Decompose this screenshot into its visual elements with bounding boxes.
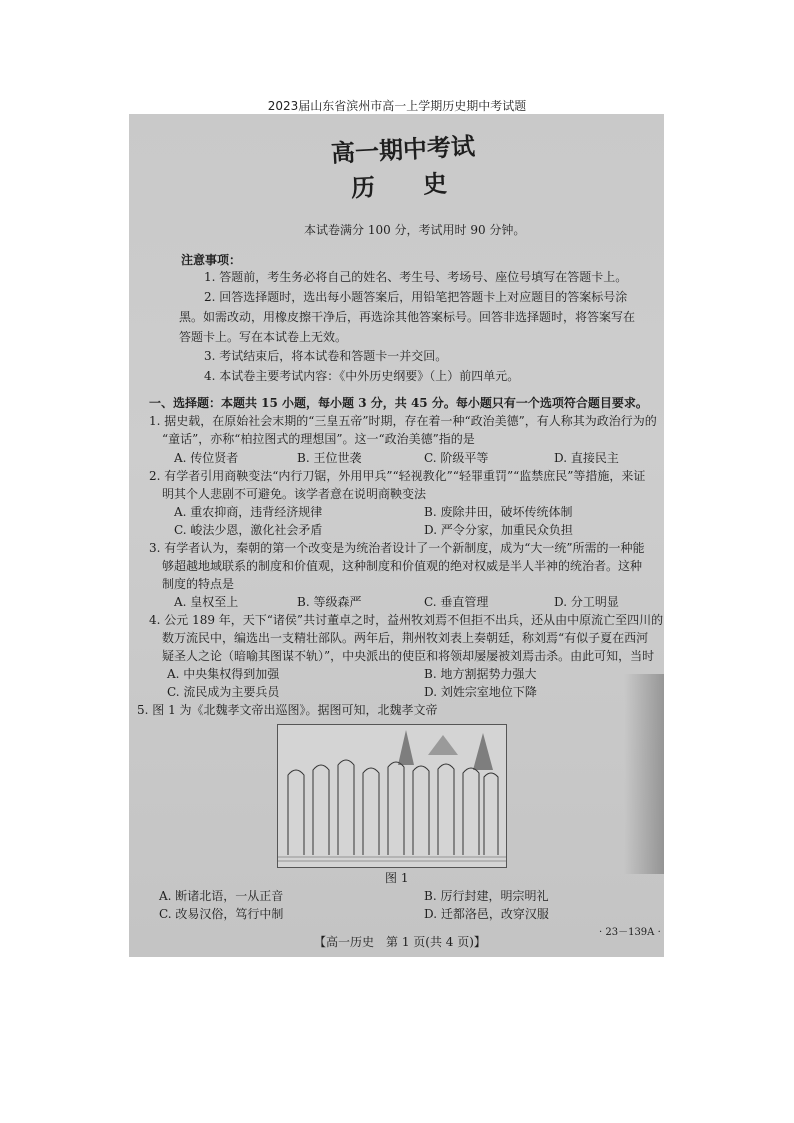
q4-option-d: D. 刘姓宗室地位下降 [424, 685, 537, 699]
q2-option-d: D. 严令分家，加重民众负担 [424, 523, 573, 537]
q4-line-1: 4. 公元 189 年，天下“诸侯”共讨董卓之时，益州牧刘焉不但拒不出兵，还从由中原流亡至四川的 [149, 613, 664, 627]
exam-photo [129, 114, 664, 957]
q3-line-2: 够超越地域联系的制度和价值观，这种制度和价值观的绝对权威是半人半神的统治者。这种 [162, 559, 643, 573]
document-title: 2023届山东省滨州市高一上学期历史期中考试题 [267, 99, 527, 113]
q3-option-a: A. 皇权至上 [174, 595, 239, 609]
q3-line-3: 制度的特点是 [162, 577, 235, 591]
notice-heading: 注意事项： [181, 253, 242, 267]
notice-line-2c: 答题卡上。写在本试卷上无效。 [179, 330, 348, 344]
paper-code: · 23－139A · [599, 927, 661, 938]
q3-option-b: B. 等级森严 [297, 595, 362, 609]
q2-line-1: 2. 有学者引用商鞅变法“内行刀锯，外用甲兵”“轻视教化”“轻罪重罚”“监禁庶民”等措施，来证 [149, 469, 646, 483]
q4-option-a: A. 中央集权得到加强 [167, 667, 280, 681]
q2-option-c: C. 峻法少恩，激化社会矛盾 [174, 523, 323, 537]
q4-line-3: 疑圣人之论（暗喻其图谋不轨）”，中央派出的使臣和将领却屡屡被刘焉击杀。由此可知，当时 [162, 649, 655, 663]
q5-option-d: D. 迁都洛邑，改穿汉服 [424, 907, 549, 921]
procession-illustration [277, 724, 507, 868]
q2-option-b: B. 废除井田，破坏传统体制 [424, 505, 573, 519]
q3-option-d: D. 分工明显 [554, 595, 619, 609]
q5-option-a: A. 断诸北语，一从正音 [159, 889, 284, 903]
q5-option-b: B. 厉行封建，明宗明礼 [424, 889, 549, 903]
q4-option-b: B. 地方割据势力强大 [424, 667, 537, 681]
exam-title: 高一期中考试 [330, 131, 476, 168]
subject-title: 历 史 [350, 168, 448, 203]
q2-line-2: 明其个人悲剧不可避免。该学者意在说明商鞅变法 [162, 487, 427, 501]
notice-line-2b: 黑。如需改动，用橡皮擦干净后，再选涂其他答案标号。回答非选择题时，将答案写在 [179, 310, 636, 324]
photo-shadow [624, 674, 664, 874]
exam-info: 本试卷满分 100 分，考试用时 90 分钟。 [304, 223, 526, 237]
page-footer: 【高一历史 第 1 页(共 4 页)】 [314, 935, 486, 949]
q3-line-1: 3. 有学者认为，秦朝的第一个改变是为统治者设计了一个新制度，成为“大一统”所需的一种能 [149, 541, 645, 555]
q4-line-2: 数万流民中，编选出一支精壮部队。两年后，荆州牧刘表上奏朝廷，称刘焉“有似子夏在西河 [162, 631, 649, 645]
q3-option-c: C. 垂直管理 [424, 595, 489, 609]
q1-option-c: C. 阶级平等 [424, 451, 489, 465]
q1-line-2: “童话”，亦称“柏拉图式的理想国”。这一“政治美德”指的是 [162, 432, 475, 446]
q4-option-c: C. 流民成为主要兵员 [167, 685, 280, 699]
q1-option-a: A. 传位贤者 [174, 451, 239, 465]
q5-line-1: 5. 图 1 为《北魏孝文帝出巡图》。据图可知，北魏孝文帝 [137, 703, 438, 717]
q1-option-b: B. 王位世袭 [297, 451, 362, 465]
notice-line-1: 1. 答题前，考生务必将自己的姓名、考生号、考场号、座位号填写在答题卡上。 [204, 270, 628, 284]
q5-option-c: C. 改易汉俗，笃行中制 [159, 907, 284, 921]
q1-option-d: D. 直接民主 [554, 451, 619, 465]
notice-line-3: 3. 考试结束后，将本试卷和答题卡一并交回。 [204, 349, 448, 363]
q1-line-1: 1. 据史载，在原始社会末期的“三皇五帝”时期，存在着一种“政治美德”，有人称其为政治行为的 [149, 414, 657, 428]
section-heading: 一、选择题：本题共 15 小题，每小题 3 分，共 45 分。每小题只有一个选项符合题目要求。 [149, 396, 648, 410]
notice-line-4: 4. 本试卷主要考试内容：《中外历史纲要》（上）前四单元。 [204, 369, 520, 383]
notice-line-2a: 2. 回答选择题时，选出每小题答案后，用铅笔把答题卡上对应题目的答案标号涂 [204, 290, 628, 304]
q2-option-a: A. 重农抑商，违背经济规律 [174, 505, 323, 519]
figure-label: 图 1 [385, 871, 409, 885]
